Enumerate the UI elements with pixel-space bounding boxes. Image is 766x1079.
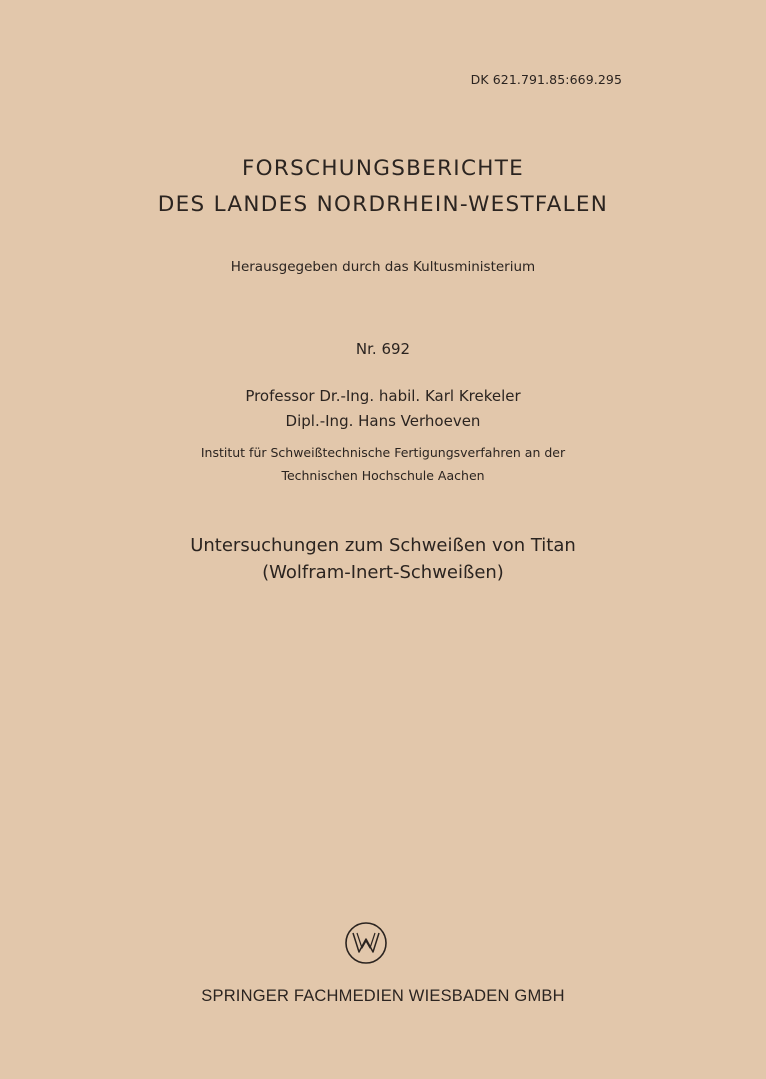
springer-vieweg-logo-icon bbox=[344, 921, 388, 965]
institute-line-2: Technischen Hochschule Aachen bbox=[281, 468, 485, 483]
publisher-name: SPRINGER FACHMEDIEN WIESBADEN GMBH bbox=[201, 987, 565, 1005]
editor-note: Herausgegeben durch das Kultusministerium bbox=[230, 259, 536, 275]
institute-line-1: Institut für Schweißtechnische Fertigungsverfahren an der bbox=[200, 445, 566, 460]
book-title-line-1: Untersuchungen zum Schweißen von Titan bbox=[190, 535, 576, 556]
author-2: Dipl.-Ing. Hans Verhoeven bbox=[285, 412, 481, 430]
series-title-line-1: FORSCHUNGSBERICHTE bbox=[241, 156, 525, 181]
book-title-line-2: (Wolfram-Inert-Schweißen) bbox=[262, 562, 504, 583]
classification-code: DK 621.791.85:669.295 bbox=[470, 72, 622, 87]
series-title-line-2: DES LANDES NORDRHEIN-WESTFALEN bbox=[157, 192, 609, 217]
volume-number: Nr. 692 bbox=[355, 340, 411, 358]
author-1: Professor Dr.-Ing. habil. Karl Krekeler bbox=[245, 387, 521, 405]
